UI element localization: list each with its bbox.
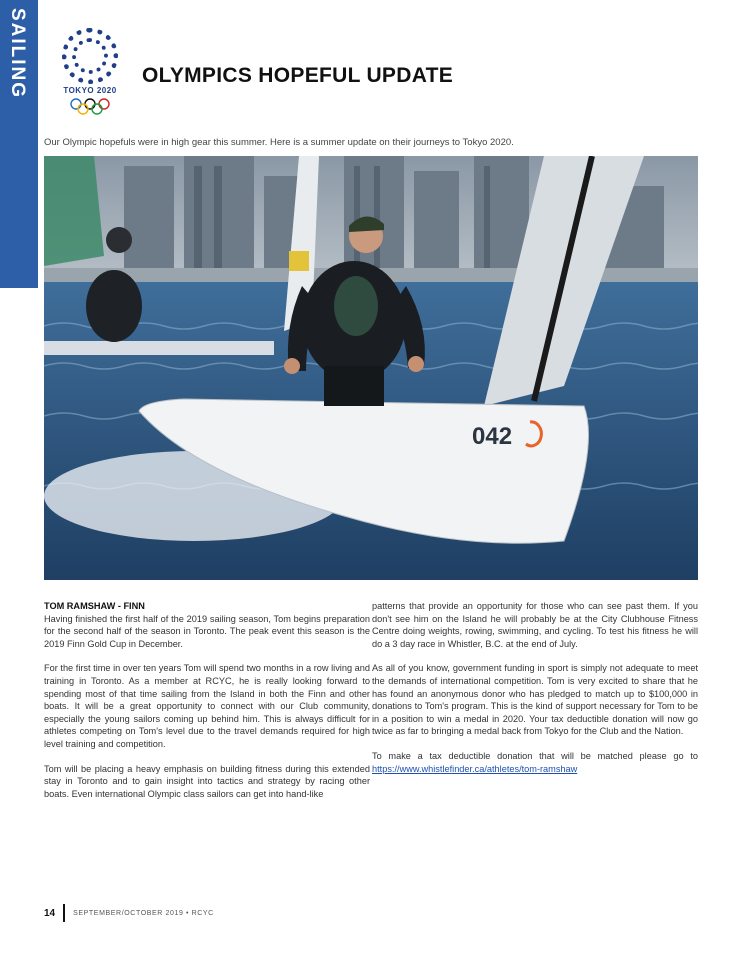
sail-number: 042 bbox=[472, 423, 513, 450]
finn-dinghy-image bbox=[44, 156, 698, 580]
issue-label: SEPTEMBER/OCTOBER 2019 • RCYC bbox=[73, 909, 214, 917]
paragraph-text: Having finished the first half of the 2019 sailing season, Tom begins preparation for the second half of the season in Toronto. The peak event this season is the 2019 Finn Gold Cup in December. bbox=[44, 613, 370, 649]
athlete-heading: TOM RAMSHAW - FINN bbox=[44, 601, 145, 611]
sailing-photo bbox=[44, 156, 698, 580]
tokyo-2020-logo bbox=[58, 28, 122, 118]
paragraph bbox=[44, 600, 370, 650]
donation-link[interactable]: https://www.whistlefinder.ca/athletes/tom-ramshaw bbox=[372, 763, 578, 774]
section-label: SAILING bbox=[7, 8, 28, 100]
olympic-rings-icon bbox=[68, 98, 112, 116]
page-number: 14 bbox=[44, 907, 56, 919]
paragraph-text: To make a tax deductible donation that will be matched please go to bbox=[372, 750, 698, 761]
page-title: OLYMPICS HOPEFUL UPDATE bbox=[142, 64, 454, 87]
tokyo-emblem-inner bbox=[72, 38, 108, 74]
logo-city-text: TOKYO 2020 bbox=[63, 86, 117, 95]
page-footer bbox=[44, 904, 214, 922]
footer-divider bbox=[63, 904, 65, 922]
intro-text: Our Olympic hopefuls were in high gear this summer. Here is a summer update on their journeys to Tokyo 2020. bbox=[44, 137, 514, 148]
left-column bbox=[44, 600, 370, 812]
paragraph: Tom will be placing a heavy emphasis on building fitness during this extended stay in Toronto and to gain insight into tactics and strategy by racing other boats. Even international Olympic class sailors can get into hand-like bbox=[44, 763, 370, 799]
right-column bbox=[372, 600, 698, 787]
paragraph: patterns that provide an opportunity for those who can see past them. If you don't see him on the Island he will probably be at the City Clubhouse Fitness Centre doing weights, rowing, swimming, and cycling. To test his fitness he will do a 3 day race in Whistler, B.C. at the end of July. bbox=[372, 601, 698, 649]
paragraph bbox=[372, 750, 698, 775]
paragraph: As all of you know, government funding in sport is simply not adequate to meet the demands of international competition. Tom is very excited to share that he has found an anonymous donor who has pledged to match up to $100,000 in donations to Tom's program. This is the kind of support necessary for Tom to be in a position to win a medal in 2020. Your tax deductible donation will now go twice as far to bringing a medal back from Tokyo for the Club and the Nation. bbox=[372, 663, 698, 737]
paragraph: For the first time in over ten years Tom will spend two months in a row living and training in Toronto. As a member at RCYC, he is really looking forward to spending most of that time sailing from the Island in both the Finn and other boats. It will be a great opportunity to connect with our Club community, especially the young sailors coming up behind him. This is always difficult for athletes competing on Tom's level due to the travel demands required for high level training and competition. bbox=[44, 663, 370, 749]
section-tab bbox=[0, 0, 38, 288]
